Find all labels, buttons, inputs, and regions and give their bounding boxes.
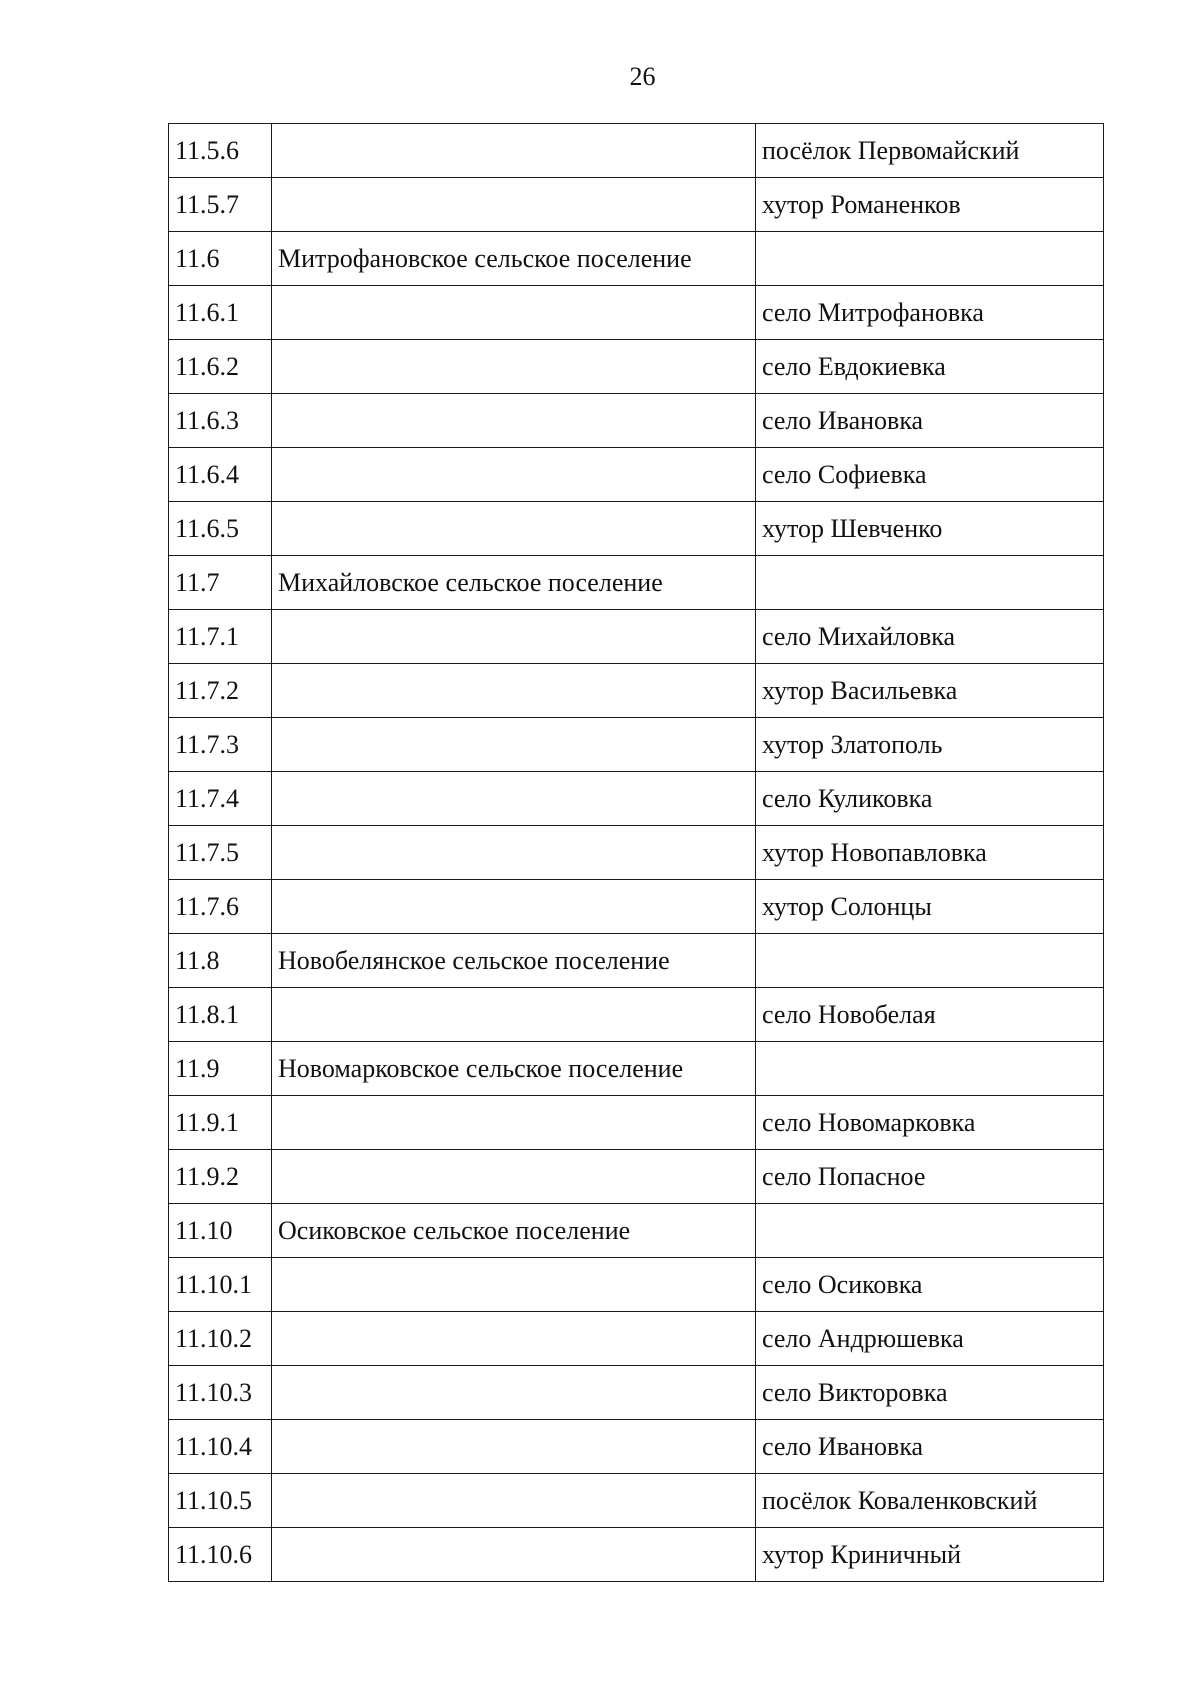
row-settlement-cell [272,718,756,772]
table-row [169,1096,1104,1150]
row-settlement-cell [272,1528,756,1582]
table-row [169,124,1104,178]
row-settlement-cell [272,178,756,232]
table-row [169,1204,1104,1258]
row-code-cell: 11.10.1 [169,1258,272,1312]
row-settlement-cell [272,826,756,880]
row-settlement-cell [272,502,756,556]
row-code-cell: 11.10.4 [169,1420,272,1474]
row-code-cell: 11.7.6 [169,880,272,934]
row-locality-cell: село Новобелая [756,988,1104,1042]
row-settlement-cell [272,1096,756,1150]
table-row [169,934,1104,988]
table-row [169,1042,1104,1096]
table-row [169,1420,1104,1474]
table-row [169,232,1104,286]
row-locality-cell: хутор Криничный [756,1528,1104,1582]
row-code-cell: 11.9 [169,1042,272,1096]
row-settlement-cell [272,1420,756,1474]
row-settlement-cell: Новобелянское сельское поселение [272,934,756,988]
row-locality-cell [756,556,1104,610]
row-locality-cell: село Новомарковка [756,1096,1104,1150]
row-settlement-cell [272,988,756,1042]
row-settlement-cell [272,1258,756,1312]
row-locality-cell: хутор Васильевка [756,664,1104,718]
row-settlement-cell [272,340,756,394]
row-code-cell: 11.6.1 [169,286,272,340]
table-row [169,1366,1104,1420]
table-row [169,1474,1104,1528]
row-locality-cell: село Осиковка [756,1258,1104,1312]
row-locality-cell: село Софиевка [756,448,1104,502]
row-code-cell: 11.8.1 [169,988,272,1042]
row-code-cell: 11.7.3 [169,718,272,772]
table-row [169,1312,1104,1366]
table-row [169,610,1104,664]
row-code-cell: 11.7.2 [169,664,272,718]
table-row [169,988,1104,1042]
table-row [169,1150,1104,1204]
row-locality-cell: село Михайловка [756,610,1104,664]
row-settlement-cell [272,1474,756,1528]
row-locality-cell: село Попасное [756,1150,1104,1204]
row-locality-cell: хутор Романенков [756,178,1104,232]
table-row [169,448,1104,502]
row-settlement-cell: Михайловское сельское поселение [272,556,756,610]
row-code-cell: 11.7 [169,556,272,610]
row-code-cell: 11.7.4 [169,772,272,826]
row-code-cell: 11.6.5 [169,502,272,556]
row-code-cell: 11.10 [169,1204,272,1258]
row-locality-cell: село Викторовка [756,1366,1104,1420]
row-settlement-cell [272,286,756,340]
row-code-cell: 11.10.6 [169,1528,272,1582]
row-code-cell: 11.5.6 [169,124,272,178]
row-settlement-cell [272,880,756,934]
table-row [169,664,1104,718]
row-locality-cell: хутор Солонцы [756,880,1104,934]
row-locality-cell: посёлок Первомайский [756,124,1104,178]
page-number: 26 [629,62,656,91]
row-code-cell: 11.6 [169,232,272,286]
row-locality-cell: село Куликовка [756,772,1104,826]
row-settlement-cell [272,772,756,826]
row-locality-cell [756,1204,1104,1258]
row-settlement-cell: Митрофановское сельское поселение [272,232,756,286]
table-row [169,502,1104,556]
row-code-cell: 11.7.1 [169,610,272,664]
table-row [169,394,1104,448]
row-code-cell: 11.6.4 [169,448,272,502]
row-code-cell: 11.10.3 [169,1366,272,1420]
row-locality-cell: хутор Шевченко [756,502,1104,556]
row-settlement-cell [272,1150,756,1204]
row-locality-cell: село Андрюшевка [756,1312,1104,1366]
row-code-cell: 11.10.5 [169,1474,272,1528]
table-row [169,556,1104,610]
row-locality-cell: посёлок Коваленковский [756,1474,1104,1528]
table-body [169,124,1104,1582]
row-settlement-cell [272,448,756,502]
row-settlement-cell [272,1312,756,1366]
table-row [169,718,1104,772]
row-code-cell: 11.7.5 [169,826,272,880]
table-row [169,1258,1104,1312]
table-row [169,340,1104,394]
row-locality-cell [756,232,1104,286]
row-settlement-cell [272,1366,756,1420]
row-code-cell: 11.8 [169,934,272,988]
table-row [169,826,1104,880]
row-settlement-cell [272,610,756,664]
row-locality-cell: село Ивановка [756,1420,1104,1474]
row-code-cell: 11.9.1 [169,1096,272,1150]
settlements-table [168,123,1104,1582]
row-code-cell: 11.10.2 [169,1312,272,1366]
row-code-cell: 11.5.7 [169,178,272,232]
row-locality-cell: хутор Златополь [756,718,1104,772]
row-locality-cell: село Ивановка [756,394,1104,448]
row-locality-cell: хутор Новопавловка [756,826,1104,880]
table-row [169,178,1104,232]
row-locality-cell: село Евдокиевка [756,340,1104,394]
row-settlement-cell [272,124,756,178]
table-row [169,772,1104,826]
row-locality-cell [756,1042,1104,1096]
row-locality-cell [756,934,1104,988]
row-settlement-cell: Новомарковское сельское поселение [272,1042,756,1096]
table-row [169,286,1104,340]
table-row [169,1528,1104,1582]
row-code-cell: 11.6.3 [169,394,272,448]
row-locality-cell: село Митрофановка [756,286,1104,340]
row-settlement-cell [272,664,756,718]
row-settlement-cell: Осиковское сельское поселение [272,1204,756,1258]
table-row [169,880,1104,934]
row-code-cell: 11.9.2 [169,1150,272,1204]
row-settlement-cell [272,394,756,448]
row-code-cell: 11.6.2 [169,340,272,394]
